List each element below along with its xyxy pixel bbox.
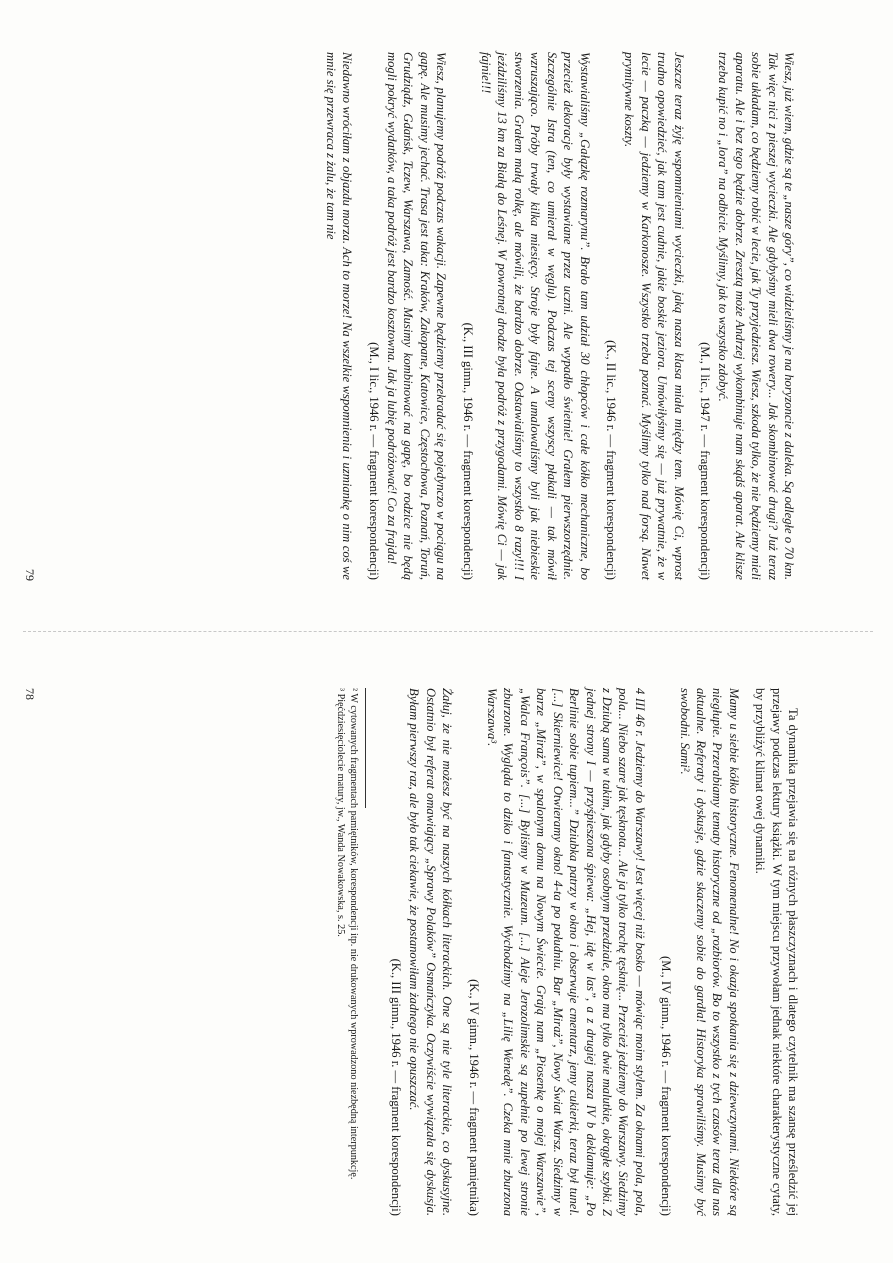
quote-c-source: (K., III gimn., 1946 r. — fragment korespondencji) [389, 958, 404, 1216]
page-78-column [31, 688, 801, 1216]
quote-a-text: Mamy u siebie kółko historyczne. Fenomenalne! No i okazja spotkania się z dziewczynami. Niektóre są niegłupie. Przerabiamy tematy historyczne od „rozbiorów. Bo to wszystko z tych czasów teraz dla nas aktualne. Referaty i dyskusje, gdzie skaczemy sobie do gardła! Historyka sprawiliśmy. Musimy być swobodni. Sami². [677, 688, 741, 1216]
footnote-2: ² W cytowanych fragmentach pamiętników, korespondencji itp. nie drukowanych wprowadzono niezbędną interpunkcję. [347, 688, 359, 1180]
quote-2-source: (K., II lic., 1946 r. — fragment korespondencji) [603, 340, 618, 580]
page-79-column [27, 52, 797, 580]
quote-3-source: (K., III gimn., 1946 r. — fragment korespondencji) [460, 322, 475, 580]
quote-b-source: (K., IV gimn., 1946 r. — fragment pamiętnika) [466, 979, 481, 1216]
quote-4-source: (M., I lic., 1946 r. — fragment korespondencji) [366, 342, 381, 580]
footnote-3: ³ Pięćdziesięciolecie matury, jw., Wanda Nowakowska, s. 25. [335, 688, 347, 937]
intro-paragraph: Ta dynamika przejawia się na różnych płaszczyznach i dlatego czytelnik ma szansę prześledzić jej przejawy podczas lektury książki. W tym miejscu przywołam jednak niektóre charakterystyczne cytaty, by przybliżyć klimat owej dynamiki. [753, 688, 800, 1216]
page-number-78: 78 [23, 688, 37, 700]
page-number-79: 79 [23, 569, 37, 581]
quote-4-text: Wiesz, planujemy podróż podczas wakacji. Zapewne będziemy przekradać się pojedynczo w pociągu na gapę. Ale musimy jechać. Trasa jest taka: Kraków, Zakopane, Katowice, Częstochowa, Poznań, Toruń, Grudziądz, Gdańsk, Tczew, Warszawa, Zamość. Musimy kombinować na gapę, bo rodzice nie będą mogli pokryć wydatków, a taka podróż jest bardzo kosztowna. Jak ja lubię podróżować! Co za frajda! [385, 52, 449, 580]
quote-5-text: Niedawno wróciłam z objazdu morza. Ach to morze! Na wszelkie wspomnienia i uzmiankę o nim coś we mnie się przewraca z żalu, że tam nie [323, 52, 355, 580]
quote-a-source: (M., IV gimn., 1946 r. — fragment korespondencji) [659, 956, 674, 1216]
quote-1-text: Wiesz, już wiem, gdzie są te „nasze góry”, co widzieliśmy je na horyzoncie z daleka. Są odległe o 70 km. Tak więc nici z pieszej wycieczki. Ale gdybyśmy mieli dwa rowery... Jak skombinować drugi? Już teraz sobie układam, co będziemy robić w lecie, jak Ty przyjedziesz. Wiesz, szkoda tylko, że nie będziemy mieli aparatu. Ale i bez tego będzie dobrze. Zresztą może Andrzej wykombinuje nam skądś aparat. Ale klisze trzeba kupić no i „lora” na odbicie. Myślimy, jak to wszystko zdobyć. [716, 52, 796, 580]
quote-1-source: (M., I lic., 1947 r. — fragment korespondencji) [697, 342, 712, 580]
quote-c-text: Żałuj, że nie możesz być na naszych kółkach literackich. One są nie tyle literackie, co dyskusyjne. Ostatnio był referat omawiający „Sprawy Polaków” Osmańczyka. Oczywiście wywiązała się dyskusja. Byłam pierwszy raz, ale było tak ciekawie, że postanowiłam żadnego nie opuszczać. [407, 688, 455, 1216]
page-79 [0, 0, 893, 631]
quote-3-text: Wystawialiśmy „Gałązkę rozmarynu”. Brało tam udział 30 chłopców i całe kółko mechaniczne, bo przecież dekoracje były wystawiane przez uczni. Ale wypadło świetnie! Grałem pierwszorzędnie. Szczególnie Istra (ten, co umierał w węglu). Podczas tej sceny wszyscy płakali — tak mówił wzruszająco. Próby trwały kilka miesięcy. Stroje były fajne. A umalowaliśmy byli jak niebieskie stworzenia. Grałem małą rolkę, ale mówili, że bardzo dobrze. Odstawialiśmy to wszystko 8 razy!!! I jeździliśmy 13 km za Białą do Leśnej. W powrotnej drodze była podróż z przygodami. Mówię Ci — jak fajnie!!! [479, 52, 592, 580]
quote-2-text: Jeszcze teraz żyję wspomnieniami wycieczki, jaką nasza klasa miała między tem. Mówię Ci, wprost trudno opowiedzieć, jak tam jest cudnie, jakie boskie jeziora. Umówiłyśmy się — już prywatnie, że w lecie — paczką — jedziemy w Karkonosze. Wszystko trzeba poznać. Myślimy tylko nad forsą. Nawet prymitywne koszty. [622, 52, 686, 580]
footnote-rule [365, 688, 366, 808]
page-78 [0, 632, 893, 1263]
quote-b-text: 4 III 46 r. Jedziemy do Warszawy! Jest więcej niż bosko — mówiąc moim stylem. Za oknami pola, pola, pola... Niebo szare jak tęsknota... Ale ja tylko trochę tęsknię... Przecież jedziemy do Warszawy. Siedzimy z Dziubą sama w takim, jak gdyby osobnym przedziale, okno ma tylko dwie malutkie, okrągłe szybki. Z jednej strony I — przyśpieszona śpiewa: „Hej, idę w las”, a z drugiej nasza IV b deklamuje: „Po Berlinie sobie tupiem...” Dziubka patrzy w okno i obserwuje cmentarz, jemy cukierki, teraz był tunel. [...] Skierniewice! Otwieramy okno! 4-ta po południu. Bar „Miraż”, Nowy Świat Warsz. Siedzimy w barze „Miraż”, w spalonym domu na Nowym Świecie. Grają nam „Piosenkę o mojej Warszawie”, „Walca François”. [...] Byliśmy w Muzeum. [...] Aleje Jerozolimskie są zupełnie po lewej stronie zburzone. Wygląda to dziko i fantastycznie. Wychodzimy na „Lilię Wenedę”. Czeka mnie zburzona Warszawa³. [485, 688, 647, 1216]
